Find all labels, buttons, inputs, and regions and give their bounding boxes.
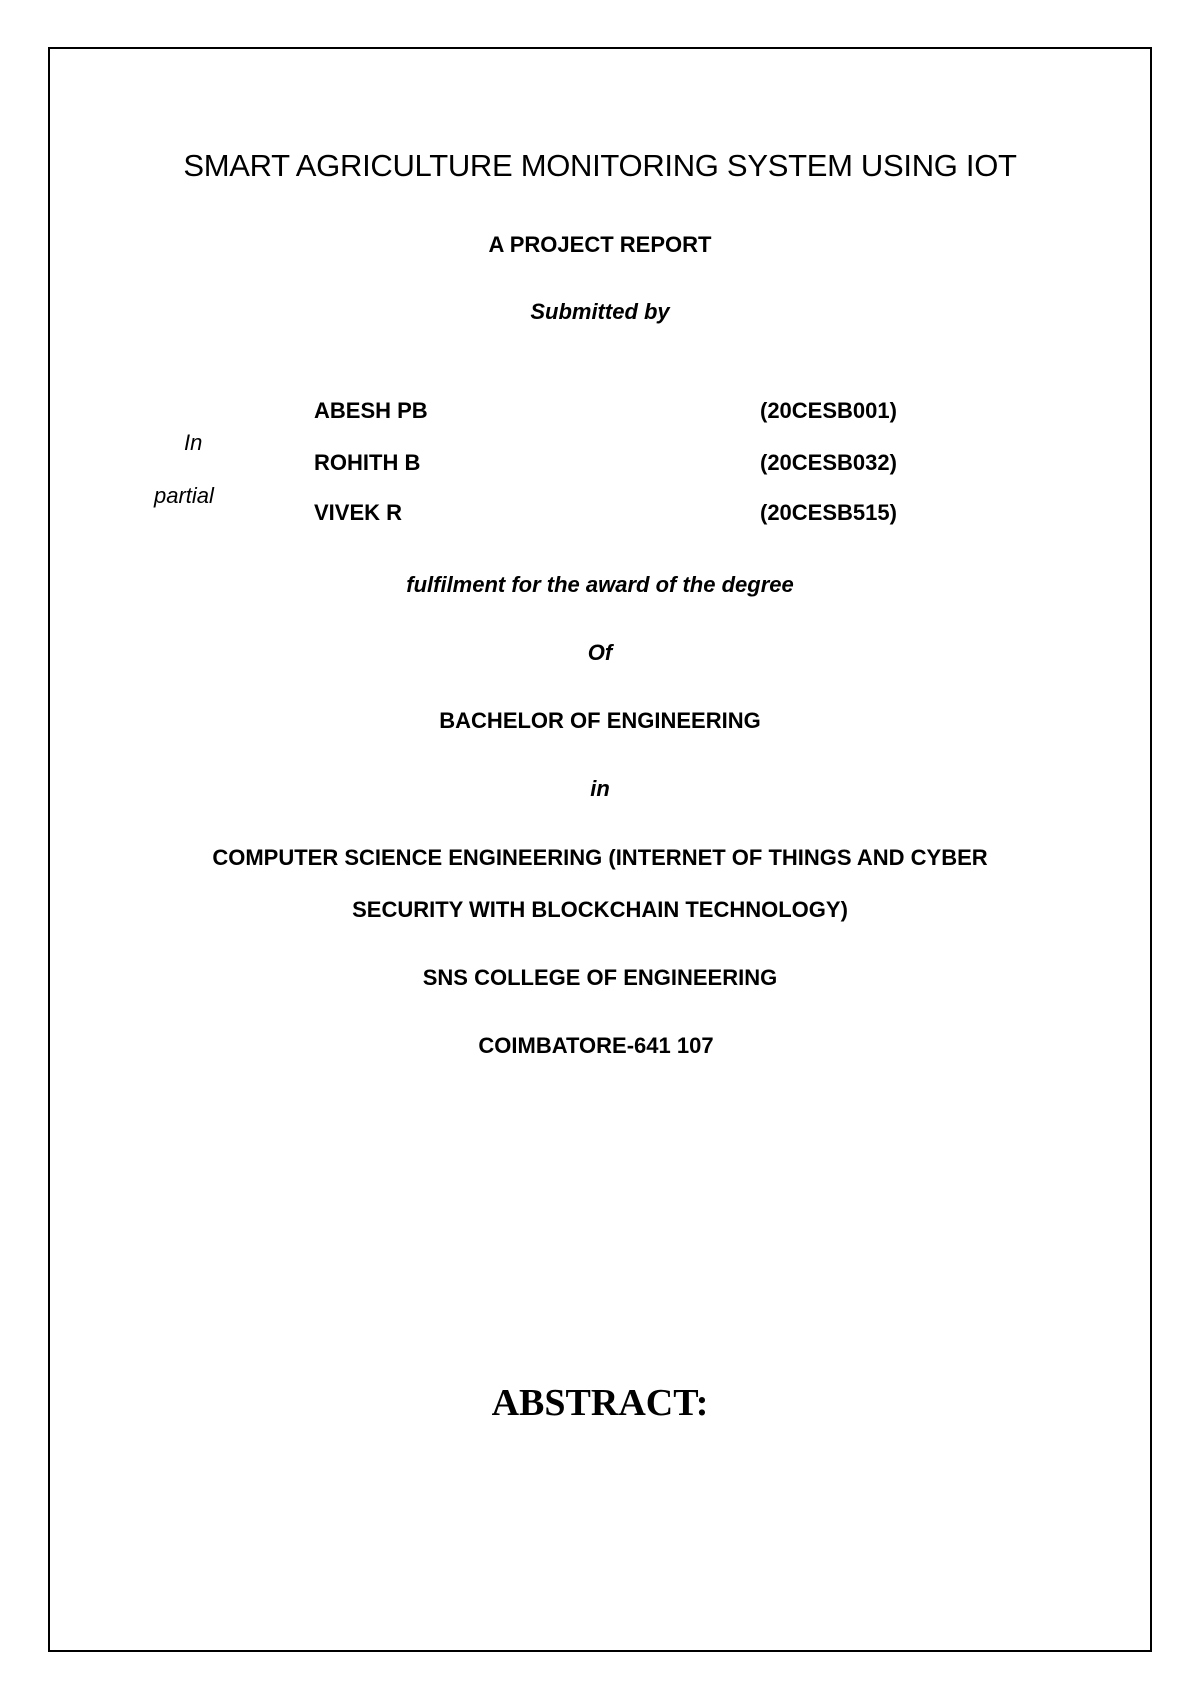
report-title: SMART AGRICULTURE MONITORING SYSTEM USING IOT bbox=[183, 148, 1017, 183]
of-text: Of bbox=[587, 640, 613, 665]
side-note-in: In bbox=[184, 430, 203, 455]
student-name: ABESH PB bbox=[314, 398, 428, 423]
college-name: SNS COLLEGE OF ENGINEERING bbox=[422, 965, 778, 990]
report-type: A PROJECT REPORT bbox=[488, 232, 712, 257]
submitted-by: Submitted by bbox=[530, 299, 670, 324]
student-reg-no: (20CESB001) bbox=[760, 398, 897, 423]
student-reg-no: (20CESB515) bbox=[760, 500, 897, 525]
degree: BACHELOR OF ENGINEERING bbox=[439, 708, 761, 733]
college-city: COIMBATORE-641 107 bbox=[478, 1033, 714, 1058]
branch-line-2: SECURITY WITH BLOCKCHAIN TECHNOLOGY) bbox=[352, 897, 848, 922]
fulfilment-text: fulfilment for the award of the degree bbox=[406, 572, 794, 597]
student-reg-no: (20CESB032) bbox=[760, 450, 897, 475]
student-name: VIVEK R bbox=[314, 500, 403, 525]
in-text: in bbox=[590, 776, 610, 801]
abstract-heading: ABSTRACT: bbox=[491, 1382, 709, 1424]
student-name: ROHITH B bbox=[314, 450, 421, 475]
branch-line-1: COMPUTER SCIENCE ENGINEERING (INTERNET OF THINGS AND CYBER bbox=[212, 845, 988, 870]
side-note-partial: partial bbox=[154, 483, 214, 508]
